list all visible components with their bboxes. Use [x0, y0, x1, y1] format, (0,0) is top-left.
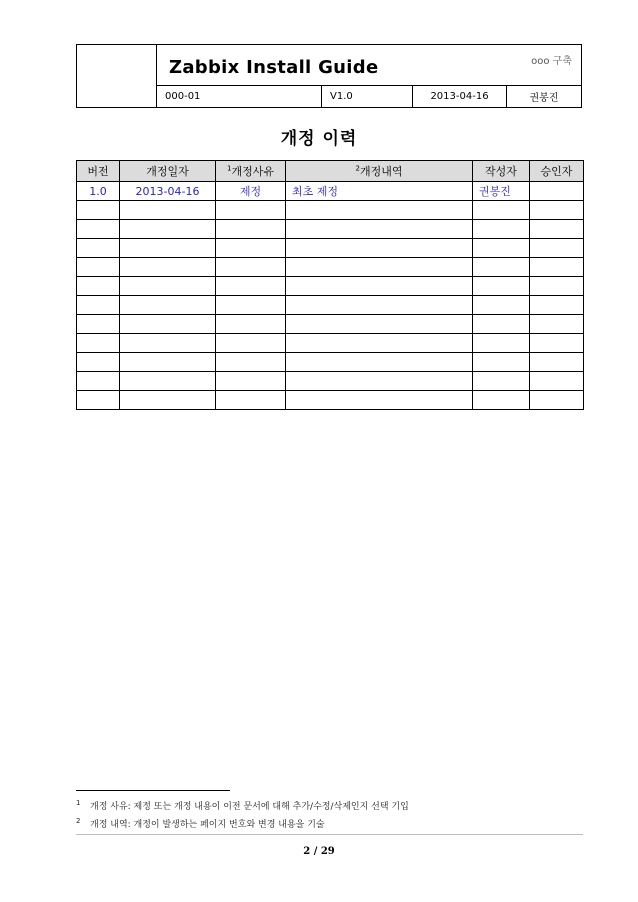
cell-date [120, 239, 216, 258]
table-row [77, 182, 584, 201]
logo-cell [77, 45, 157, 107]
header-meta-row [157, 85, 581, 107]
header-detail [286, 161, 473, 182]
cell-detail [286, 334, 473, 353]
cell-reason [216, 353, 286, 372]
cell-approver [530, 372, 584, 391]
footnote-ref-1: 1 [227, 164, 232, 173]
cell-detail [286, 315, 473, 334]
cell-approver [530, 315, 584, 334]
cell-reason [216, 201, 286, 220]
cell-reason [216, 258, 286, 277]
cell-author [473, 391, 530, 410]
page-title: 개정 이력 [280, 129, 358, 149]
cell-version [77, 220, 120, 239]
cell-date [120, 258, 216, 277]
footnote-1 [76, 799, 409, 812]
header-author: 작성자 [473, 161, 530, 182]
cell-reason: 제정 [216, 182, 286, 201]
cell-date [120, 220, 216, 239]
table-row [77, 277, 584, 296]
page-number: 2 / 29 [303, 846, 335, 857]
cell-author [473, 353, 530, 372]
table-row [77, 239, 584, 258]
cell-reason [216, 391, 286, 410]
doc-version: V1.0 [322, 86, 413, 107]
cell-detail [286, 239, 473, 258]
cell-approver [530, 220, 584, 239]
cell-version [77, 315, 120, 334]
cell-approver [530, 201, 584, 220]
footnote-2-number: 2 [76, 817, 81, 825]
cell-author [473, 277, 530, 296]
cell-detail [286, 353, 473, 372]
table-row [77, 372, 584, 391]
cell-version [77, 239, 120, 258]
doc-date: 2013-04-16 [413, 86, 507, 107]
cell-version [77, 201, 120, 220]
cell-author [473, 372, 530, 391]
cell-version: 1.0 [77, 182, 120, 201]
table-row [77, 353, 584, 372]
cell-date [120, 391, 216, 410]
cell-reason [216, 372, 286, 391]
doc-number: 000-01 [157, 86, 322, 107]
project-name: ooo 구축 [531, 56, 572, 67]
cell-author: 권봉진 [473, 182, 530, 201]
revision-table [76, 160, 584, 410]
table-row [77, 220, 584, 239]
cell-approver [530, 182, 584, 201]
footnote-ref-2: 2 [355, 164, 360, 173]
cell-date [120, 296, 216, 315]
header-reason-label: 개정사유 [231, 165, 274, 178]
cell-date [120, 372, 216, 391]
cell-approver [530, 296, 584, 315]
footnote-1-number: 1 [76, 799, 81, 807]
cell-detail [286, 277, 473, 296]
table-row [77, 258, 584, 277]
cell-author [473, 315, 530, 334]
cell-reason [216, 315, 286, 334]
cell-approver [530, 258, 584, 277]
cell-author [473, 258, 530, 277]
document-title: Zabbix Install Guide [169, 57, 379, 78]
cell-author [473, 201, 530, 220]
cell-approver [530, 239, 584, 258]
cell-detail: 최초 제정 [286, 182, 473, 201]
cell-author [473, 296, 530, 315]
header-reason [216, 161, 286, 182]
footnote-separator [76, 790, 230, 791]
footer-rule [76, 834, 583, 835]
footnote-1-text: 개정 사유: 제정 또는 개정 내용이 이전 문서에 대해 추가/수정/삭제인지 선택 기입 [90, 802, 409, 812]
cell-reason [216, 220, 286, 239]
cell-date [120, 201, 216, 220]
cell-reason [216, 277, 286, 296]
table-row [77, 296, 584, 315]
table-row [77, 334, 584, 353]
header-detail-label: 개정내역 [359, 165, 403, 178]
cell-version [77, 296, 120, 315]
cell-date [120, 334, 216, 353]
cell-author [473, 239, 530, 258]
table-row [77, 201, 584, 220]
cell-version [77, 353, 120, 372]
cell-detail [286, 258, 473, 277]
cell-detail [286, 391, 473, 410]
document-header [76, 44, 582, 108]
cell-version [77, 258, 120, 277]
header-approver: 승인자 [530, 161, 584, 182]
cell-approver [530, 334, 584, 353]
cell-version [77, 391, 120, 410]
cell-detail [286, 220, 473, 239]
cell-version [77, 277, 120, 296]
cell-author [473, 220, 530, 239]
table-row [77, 315, 584, 334]
table-row [77, 391, 584, 410]
doc-author: 권봉진 [529, 93, 559, 104]
cell-approver [530, 277, 584, 296]
cell-detail [286, 372, 473, 391]
cell-detail [286, 296, 473, 315]
footnote-2-text: 개정 내역: 개정이 발생하는 페이지 번호와 변경 내용을 기술 [90, 820, 325, 830]
footnote-2 [76, 817, 325, 830]
cell-reason [216, 296, 286, 315]
cell-date [120, 353, 216, 372]
cell-author [473, 334, 530, 353]
cell-date: 2013-04-16 [120, 182, 216, 201]
cell-date [120, 277, 216, 296]
table-header-row [77, 161, 584, 182]
cell-approver [530, 353, 584, 372]
cell-reason [216, 239, 286, 258]
cell-detail [286, 201, 473, 220]
cell-version [77, 372, 120, 391]
cell-approver [530, 391, 584, 410]
header-date: 개정일자 [120, 161, 216, 182]
cell-reason [216, 334, 286, 353]
cell-version [77, 334, 120, 353]
header-version: 버전 [77, 161, 120, 182]
cell-date [120, 315, 216, 334]
